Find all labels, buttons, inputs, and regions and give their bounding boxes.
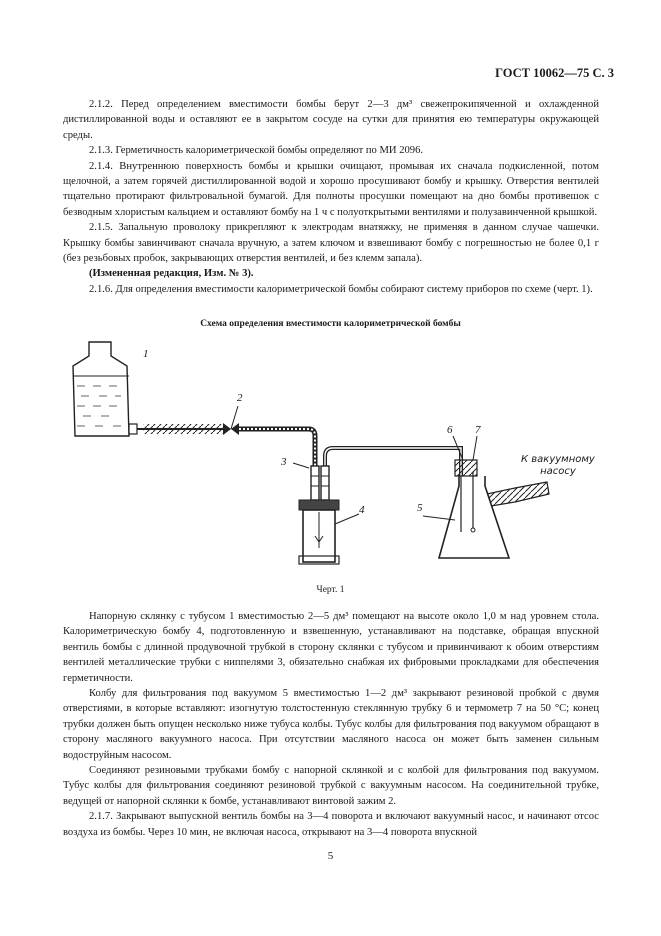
figure-label-1: 1 <box>143 348 149 360</box>
screw-clamp <box>223 406 239 435</box>
figure-label-6: 6 <box>447 424 453 436</box>
figure-label-5: 5 <box>417 502 423 514</box>
drawing-number: Черт. 1 <box>316 585 345 595</box>
paragraph: 2.1.2. Перед определением вместимости бомбы берут 2—3 дм³ свежепрокипяченной и охлажденной дистиллированной воды и оставляют ее в закрытом сосуде на сутки для принятия ею температуры окружающей среды. <box>63 99 599 141</box>
pump-label-line2: насосу <box>540 466 576 477</box>
paragraph: 2.1.3. Герметичность калориметрической бомбы определяют по МИ 2096. <box>89 145 424 157</box>
figure-caption: Схема определения вместимости калориметрической бомбы <box>200 319 461 329</box>
figure-label-3: 3 <box>281 456 287 468</box>
text-block-bottom <box>63 609 599 840</box>
apparatus-diagram <box>63 336 623 576</box>
calorimetric-bomb <box>299 500 359 564</box>
nipples <box>293 463 329 500</box>
paragraph: Напорную склянку с тубусом 1 вместимостью 2—5 дм³ помещают на высоте около 1,0 м над уровнем стола. Калориметрическую бомбу 4, подготовленную и взвешенную, устанавливают на подставке, обращая впускной вентиль бомбы с длинной продувочной трубкой в сторону склянки с тубусом и привинчивают к обоим отверстиям вентилей металлические трубки с ниппелями 3, обязательно снабжая их фибровыми прокладками для обеспечения герметичности. <box>63 611 599 684</box>
paragraph: Соединяют резиновыми трубками бомбу с напорной склянкой и с колбой для фильтрования под вакуумом. Тубус колбы для фильтрования соединяют резиновой трубкой с вакуумным насосом. На соединительной трубке, ведущей от напорной склянки к бомбе, устанавливают винтовой зажим 2. <box>63 765 599 807</box>
page-number: 5 <box>327 850 334 862</box>
paragraph: Колбу для фильтрования под вакуумом 5 вместимостью 1—2 дм³ закрывают резиновой пробкой с двумя отверстиями, в которые вставляют: изогнутую толстостенную стеклянную трубку 6 и термометр 7 на 50 °С; конец трубки должен быть опущен несколько ниже тубуса колбы. Тубус колбы для фильтрования под вакуумом обращают в сторону масляного вакуумного насоса. При отсутствии масляного насоса он может быть заменен сильным водоструйным насосом. <box>63 688 599 761</box>
pressure-bottle <box>73 342 137 436</box>
text-block-top <box>63 97 599 297</box>
amendment-note: (Измененная редакция, Изм. № 3). <box>89 268 254 280</box>
paragraph: 2.1.6. Для определения вместимости калориметрической бомбы собирают систему приборов по схеме (черт. 1). <box>89 283 593 295</box>
paragraph: 2.1.7. Закрывают выпускной вентиль бомбы на 3—4 поворота и включают вакуумный насос, и начинают отсос воздуха из бомбы. Через 10 мин, не включая насоса, открывают на 3—4 поворота впускной <box>63 811 599 838</box>
paragraph: 2.1.5. Запальную проволоку прикрепляют к электродам внатяжку, не применяя в данном случае чашечки. Крышку бомбы завинчивают сначала вручную, а затем ключом и взвешивают бомбу с погрешностью не более 0,1 г (без резьбовых пробок, закрывающих отверстия вентилей, и без клемм запала). <box>63 222 599 265</box>
figure-label-2: 2 <box>237 392 243 404</box>
pump-label-line1: К вакуумному <box>521 454 595 465</box>
paragraph: 2.1.4. Внутреннюю поверхность бомбы и крышки очищают, промывая их сначала подкисленной, потом щелочной, а затем горячей дистиллированной водой и хорошо просушивают бомбу и крышку. Отверстия вентилей тщательно протирают фильтровальной бумагой. Для полноты просушки помещают на дно бомбы противешок с безводным хлористым кальцием и оставляют бомбу на 1 ч с полуоткрытыми вентилями и полузавинченной крышкой. <box>63 160 599 218</box>
figure-label-4: 4 <box>359 504 365 516</box>
pump-label <box>521 454 595 478</box>
page-header: ГОСТ 10062—75 С. 3 <box>495 66 614 80</box>
figure-label-7: 7 <box>475 424 481 436</box>
